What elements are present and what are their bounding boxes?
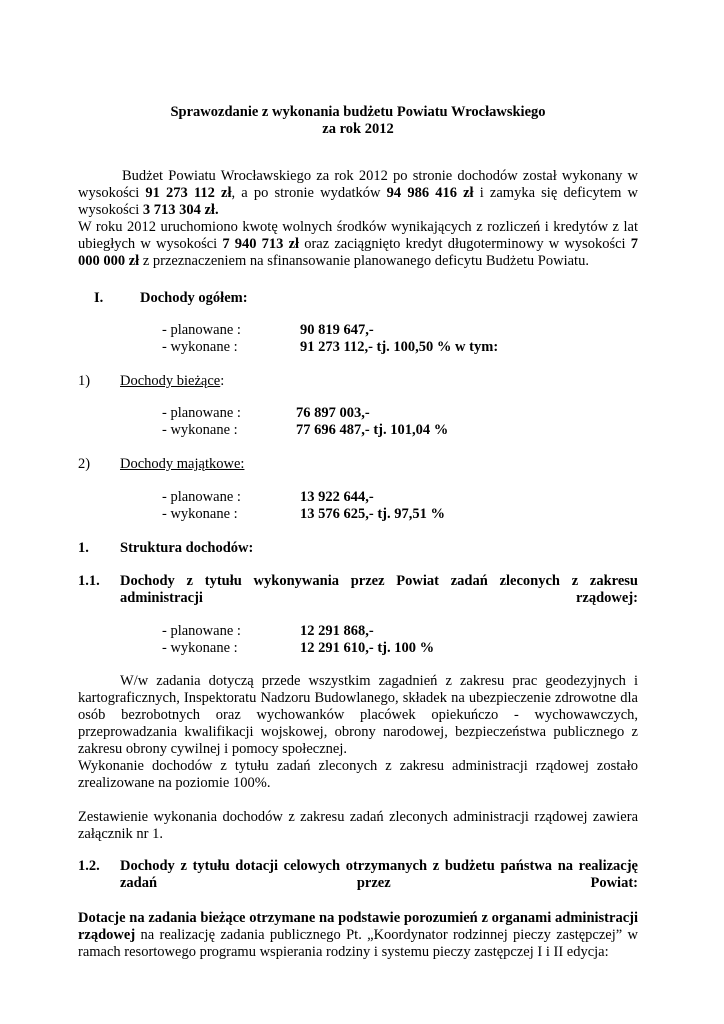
- done-label: - wykonane :: [162, 640, 238, 656]
- planned-value: 76 897 003,-: [296, 405, 370, 421]
- section-1-1-paragraph-3: Zestawienie wykonania dochodów z zakresu zadań zleconych administracji rządowej zawiera załącznik nr 1.: [78, 809, 638, 842]
- done-value: 12 291 610,- tj. 100 %: [300, 640, 435, 656]
- planned-label: - planowane :: [162, 405, 241, 421]
- intro-text: Budżet Powiatu Wrocławskiego za rok 2012 po stronie dochodów został wykonany w wysokości: [78, 168, 638, 201]
- planned-value: 13 922 644,-: [300, 489, 374, 505]
- free-funds: 7 940 713 zł: [222, 236, 300, 252]
- section-1-1-paragraph-1: W/w zadania dotyczą przede wszystkim zagadnień z zakresu prac geodezyjnych i kartograficznych, Inspektoratu Nadzoru Budowlanego, składek na ubezpieczenie zdrowotne dla osób bezrobotnych oraz wychowanków placówek opiekuńczo - wychowawczych, przeprowadzania kwalifikacji wojskowej, obrony narodowej, bezpieczeństwa publicznego z zakresu obrony cywilnej i pomocy społecznej.: [78, 673, 638, 757]
- section-1-1-heading-text: Dochody z tytułu wykonywania przez Powiat zadań zleconych z zakresu administracji rządowej:: [120, 573, 638, 606]
- income-total: 91 273 112 zł: [145, 185, 232, 201]
- intro-text: , a po stronie wydatków: [231, 185, 387, 201]
- intro-paragraph-2: [78, 219, 638, 270]
- done-value: 77 696 487,- tj. 101,04 %: [296, 422, 449, 438]
- intro-text: oraz zaciągnięto kredyt długoterminowy w wysokości: [299, 236, 631, 252]
- intro-text: i zamyka się deficytem w wysokości: [78, 185, 638, 218]
- section-1-1-heading: [120, 573, 638, 607]
- section-1-2-heading-text: Dochody z tytułu dotacji celowych otrzymanych z budżetu państwa na realizację zadań przez Powiat:: [120, 858, 638, 891]
- item-1-heading-wrap: [120, 373, 224, 390]
- item-2-heading: Dochody majątkowe:: [120, 456, 245, 472]
- item-1-heading: Dochody bieżące: [120, 373, 221, 389]
- planned-label: - planowane :: [162, 623, 241, 639]
- item-1-number: 1): [78, 373, 91, 389]
- expense-total: 94 986 416 zł: [386, 185, 474, 201]
- done-label: - wykonane :: [162, 339, 238, 355]
- planned-label: - planowane :: [162, 322, 241, 338]
- planned-value: 90 819 647,-: [300, 322, 374, 338]
- section-1-1-paragraph-2: Wykonanie dochodów z tytułu zadań zleconych z zakresu administracji rządowej zostało zrealizowane na poziomie 100%.: [78, 758, 638, 791]
- done-label: - wykonane :: [162, 506, 238, 522]
- intro-text: W roku 2012 uruchomiono kwotę wolnych środków wynikających z rozliczeń i kredytów z lat ubiegłych w wysokości: [78, 219, 638, 252]
- section-1-1-number: 1.1.: [78, 573, 100, 589]
- section-1-heading: Struktura dochodów:: [120, 540, 254, 556]
- planned-label: - planowane :: [162, 489, 241, 505]
- section-1-2-heading: [120, 858, 638, 892]
- planned-value: 12 291 868,-: [300, 623, 374, 639]
- section-1-2-paragraph-bold: Dotacje na zadania bieżące otrzymane na podstawie porozumień z organami administracji rządowej: [78, 910, 638, 943]
- item-2-number: 2): [78, 456, 91, 472]
- section-1-2-paragraph-rest: na realizację zadania publicznego Pt. „Koordynator rodzinnej pieczy zastępczej” w ramach resortowego programu wspierania rodziny i systemu pieczy zastępczej I i II edycja:: [78, 927, 638, 960]
- intro-text: z przeznaczeniem na sfinansowanie planowanego deficytu Budżetu Powiatu.: [139, 253, 589, 269]
- section-1-number: 1.: [78, 540, 89, 556]
- title-line-2: za rok 2012: [322, 121, 394, 137]
- done-value: 13 576 625,- tj. 97,51 %: [300, 506, 445, 522]
- credit-amount: 7 000 000 zł: [78, 236, 638, 269]
- section-1-2-number: 1.2.: [78, 858, 100, 874]
- title-line-1: Sprawozdanie z wykonania budżetu Powiatu Wrocławskiego: [170, 104, 546, 120]
- done-label: - wykonane :: [162, 422, 238, 438]
- document-title: [78, 104, 638, 138]
- section-1-2-paragraph: [78, 910, 638, 961]
- deficit-total: 3 713 304 zł.: [142, 202, 219, 218]
- item-1-colon: :: [220, 373, 225, 389]
- intro-paragraph-1: [78, 168, 638, 219]
- done-value: 91 273 112,- tj. 100,50 % w tym:: [300, 339, 499, 355]
- section-I-number: I.: [94, 290, 104, 306]
- section-I-heading: Dochody ogółem:: [140, 290, 248, 306]
